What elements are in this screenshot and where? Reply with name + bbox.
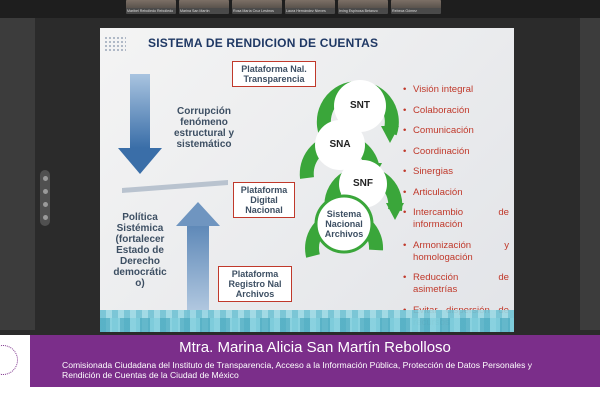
bottom-margin bbox=[0, 387, 600, 400]
sistema-line: Sistema bbox=[326, 209, 362, 219]
zoom-out-icon[interactable] bbox=[43, 189, 48, 194]
cycle-arrowhead bbox=[386, 203, 404, 220]
fit-icon[interactable] bbox=[43, 202, 48, 207]
benefit-item: • Comunicación bbox=[403, 125, 509, 137]
benefit-item: • Armonización y homologación bbox=[403, 240, 509, 264]
participant-tile[interactable] bbox=[179, 0, 229, 14]
participant-video bbox=[179, 0, 229, 8]
right-panel bbox=[580, 18, 600, 330]
zoom-controls[interactable] bbox=[40, 170, 50, 226]
cycle-label-snt: SNT bbox=[350, 100, 370, 111]
benefit-item: • Articulación bbox=[403, 187, 509, 199]
policy-line: Estado de bbox=[116, 245, 164, 256]
participant-name: Irving Espinosa Betanzo bbox=[339, 9, 378, 13]
participant-name: Maribel Rebolledo Rebolledo bbox=[127, 9, 174, 13]
corruption-text bbox=[156, 106, 252, 150]
participant-video bbox=[285, 0, 335, 8]
left-panel bbox=[0, 18, 35, 330]
policy-line: Política bbox=[122, 212, 158, 223]
policy-line: o) bbox=[135, 278, 145, 289]
participant-video bbox=[391, 0, 441, 8]
benefit-item: • Reducción de asimetrías bbox=[403, 272, 509, 296]
sistema-line: Nacional bbox=[325, 219, 363, 229]
benefit-item: • Colaboración bbox=[403, 105, 509, 117]
benefits-list bbox=[403, 84, 509, 332]
box-archivos bbox=[218, 266, 292, 302]
slide-title: SISTEMA DE RENDICION DE CUENTAS bbox=[148, 36, 379, 50]
participant-tile[interactable] bbox=[232, 0, 282, 14]
sistema-line: Archivos bbox=[324, 229, 364, 239]
cycle-label-snf: SNF bbox=[353, 178, 373, 189]
box-line: Plataforma Nal. bbox=[241, 64, 307, 74]
participant-video bbox=[126, 0, 176, 8]
speaker-role-line: Comisionada Ciudadana del Instituto de Transparencia, Acceso a la Información Pública, Protección de Datos Personales y bbox=[62, 360, 533, 370]
box-line: Plataforma bbox=[231, 269, 279, 279]
policy-text bbox=[104, 212, 176, 289]
participant-tiles bbox=[126, 0, 441, 18]
speaker-role-line: Rendición de Cuentas de la Ciudad de México bbox=[62, 370, 239, 380]
logo-ring bbox=[0, 345, 18, 375]
corruption-line: sistemático bbox=[176, 139, 232, 150]
participant-tile[interactable] bbox=[285, 0, 335, 14]
wave-decoration bbox=[100, 318, 514, 332]
participant-video bbox=[338, 0, 388, 8]
participant-tile[interactable] bbox=[126, 0, 176, 14]
zoom-in-icon[interactable] bbox=[43, 176, 48, 181]
institute-logo bbox=[0, 335, 30, 387]
corruption-line: estructural y bbox=[173, 128, 235, 139]
participant-strip bbox=[0, 0, 600, 18]
speaker-role bbox=[62, 360, 600, 380]
participant-video bbox=[232, 0, 282, 8]
box-line: Registro Nal bbox=[228, 279, 282, 289]
policy-line: (fortalecer bbox=[115, 234, 165, 245]
benefit-item: • Coordinación bbox=[403, 146, 509, 158]
participant-name: Laura Hernández Nieves bbox=[286, 9, 326, 13]
benefit-item: • Intercambio de información bbox=[403, 207, 509, 231]
corruption-line: fenómeno bbox=[180, 117, 228, 128]
benefit-item: • Visión integral bbox=[403, 84, 509, 96]
up-arrow-icon bbox=[176, 202, 220, 318]
participant-tile[interactable] bbox=[391, 0, 441, 14]
box-line: Plataforma bbox=[240, 185, 288, 195]
policy-line: democrátic bbox=[113, 267, 167, 278]
policy-line: Sistémica bbox=[116, 223, 164, 234]
speaker-name: Mtra. Marina Alicia San Martín Rebolloso bbox=[179, 339, 451, 356]
shared-slide bbox=[100, 28, 514, 332]
cycle-label-sna: SNA bbox=[329, 139, 351, 150]
box-transparencia bbox=[232, 61, 316, 87]
policy-line: Derecho bbox=[119, 256, 160, 267]
participant-name: Rosa María Cruz Lesbros bbox=[233, 9, 274, 13]
participant-name: Rebeca Gómez bbox=[392, 9, 417, 13]
benefit-item: • Sinergias bbox=[403, 166, 509, 178]
more-icon[interactable] bbox=[43, 215, 48, 220]
box-digital bbox=[233, 182, 295, 218]
box-line: Archivos bbox=[235, 289, 275, 299]
box-line: Nacional bbox=[245, 205, 283, 215]
divider-bar bbox=[122, 180, 228, 193]
corruption-line: Corrupción bbox=[177, 106, 231, 117]
participant-name: Marina San Martín bbox=[180, 9, 210, 13]
lower-third-banner bbox=[30, 335, 600, 387]
box-line: Digital bbox=[250, 195, 278, 205]
participant-tile[interactable] bbox=[338, 0, 388, 14]
cycle-label-sistema bbox=[316, 209, 372, 239]
box-line: Transparencia bbox=[243, 74, 305, 84]
